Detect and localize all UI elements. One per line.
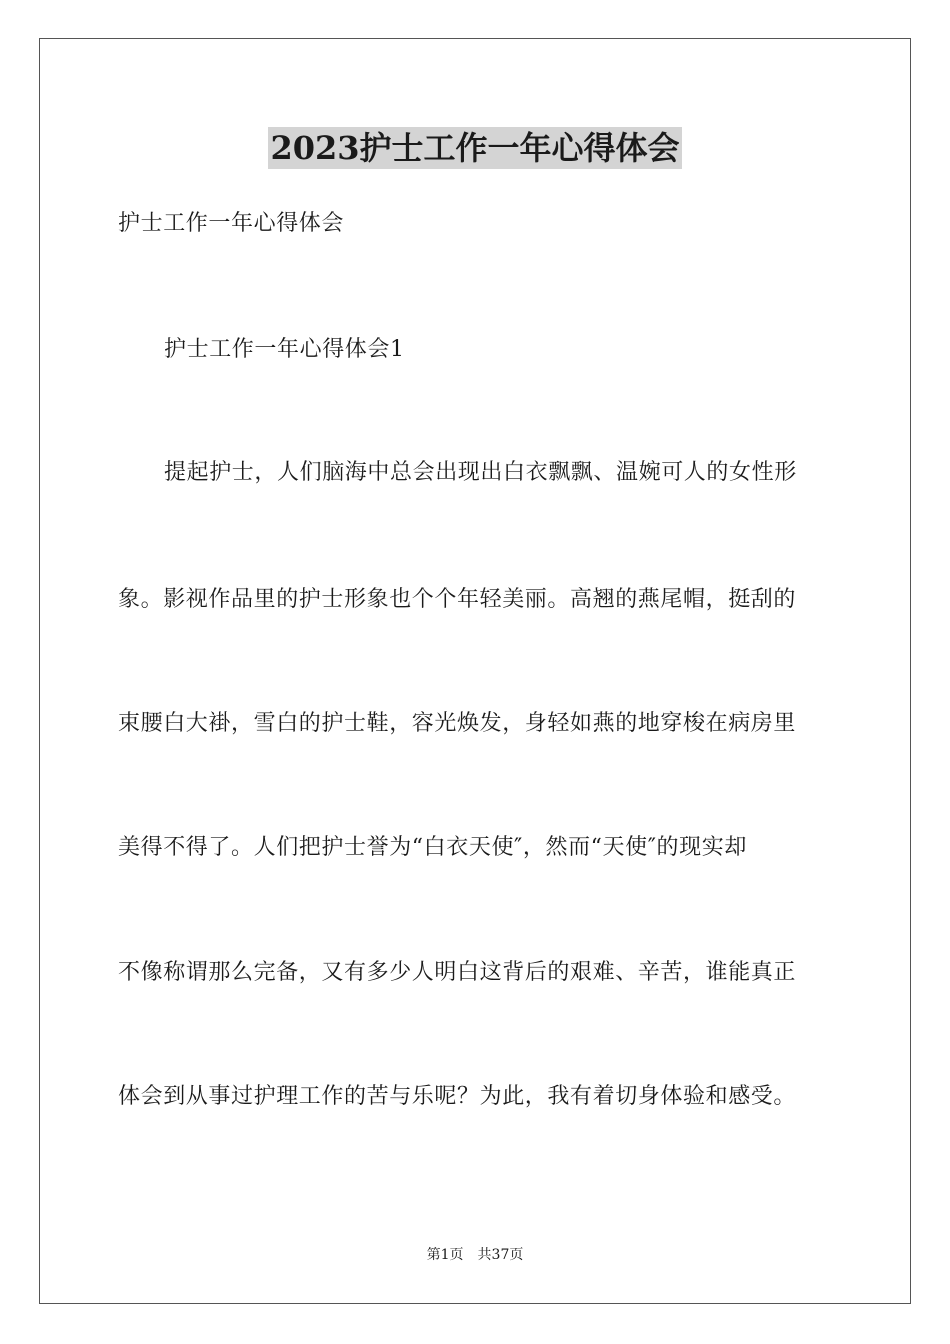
document-subtitle: 护士工作一年心得体会 (118, 211, 345, 236)
title-container (0, 127, 950, 169)
section-heading: 护士工作一年心得体会1 (164, 337, 405, 362)
page-total: 共37页 (477, 1247, 524, 1263)
paragraph-line-3: 束腰白大褂，雪白的护士鞋，容光焕发，身轻如燕的地穿梭在病房里 (118, 711, 797, 736)
document-title: 2023护士工作一年心得体会 (270, 129, 680, 167)
paragraph-line-1: 提起护士，人们脑海中总会出现出白衣飘飘、温婉可人的女性形 (164, 460, 797, 485)
paragraph-line-5: 不像称谓那么完备，又有多少人明白这背后的艰难、辛苦，谁能真正 (118, 960, 797, 985)
paragraph-line-6: 体会到从事过护理工作的苦与乐呢？为此，我有着切身体验和感受。 (118, 1084, 797, 1109)
page-footer (0, 1245, 950, 1265)
paragraph-line-2: 象。影视作品里的护士形象也个个年轻美丽。高翘的燕尾帽，挺刮的 (118, 587, 797, 612)
paragraph-line-4: 美得不得了。人们把护士誉为“白衣天使″，然而“天使″的现实却 (118, 835, 747, 860)
page-current: 第1页 (426, 1247, 464, 1263)
